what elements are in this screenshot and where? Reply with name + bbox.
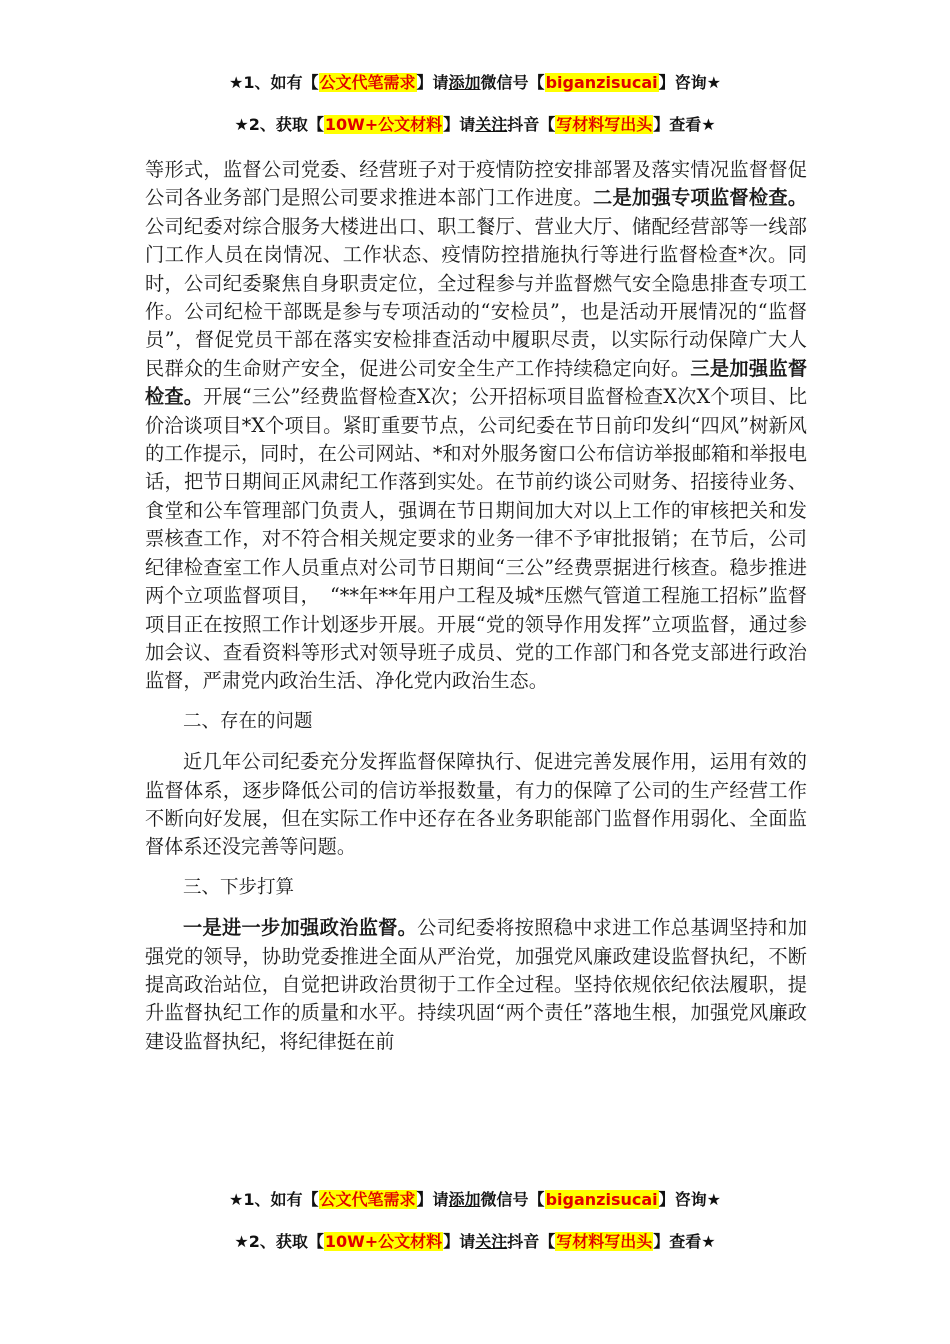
document-body xyxy=(145,156,807,1056)
banner-highlight-materials: 10W+公文材料 xyxy=(324,1232,443,1251)
promo-banner-top-2 xyxy=(0,112,950,135)
banner-text: 微信号【 xyxy=(480,1190,545,1209)
banner-underlined-text: 添加 xyxy=(448,73,481,92)
section-heading-next-steps: 三、下步打算 xyxy=(183,876,295,898)
banner-text: 】查看★ xyxy=(653,115,716,134)
banner-highlight-wechat-id: biganzisucai xyxy=(545,1190,658,1209)
paragraph-text: 公司纪委对综合服务大楼进出口、职工餐厅、营业大厅、储配经营部等一线部门工作人员在岗情况、工作状态、疫情防控措施执行等进行监督检查*次。同时，公司纪委聚焦自身职责定位，全过程参与并监督燃气安全隐患排查专项工作。公司纪检干部既是参与专项活动的“安检员”，也是活动开展情况的“监督员”，督促党员干部在落实安检排查活动中履职尽责，以实际行动保障广大人民群众的生命财产安全，促进公司安全生产工作持续稳定向好。 xyxy=(145,214,807,380)
section-heading-problems: 二、存在的问题 xyxy=(183,710,313,732)
banner-text: 】请 xyxy=(416,73,449,92)
banner-text: 】查看★ xyxy=(653,1232,716,1251)
promo-banner-bottom-2 xyxy=(0,1229,950,1252)
banner-highlight-service: 公文代笔需求 xyxy=(319,73,416,92)
promo-banner-bottom-1 xyxy=(0,1187,950,1210)
banner-text: ★2、获取【 xyxy=(234,115,324,134)
banner-text: 微信号【 xyxy=(480,73,545,92)
banner-text: 】请 xyxy=(416,1190,449,1209)
banner-highlight-service: 公文代笔需求 xyxy=(319,1190,416,1209)
banner-underlined-text: 添加 xyxy=(448,1190,481,1209)
banner-text: 】请 xyxy=(443,1232,476,1251)
banner-text: 】请 xyxy=(443,115,476,134)
banner-text: ★1、如有【 xyxy=(229,1190,319,1209)
paragraph-text: 等形式，监督公司党委、经营班子对于疫情防控安排部署及落实情况监督督促公司各业务部门是照公司要求推进本部门工作进度。 xyxy=(145,158,807,210)
bold-lead-phrase: 三是加强监督检查。 xyxy=(145,356,808,409)
banner-underlined-text: 关注 xyxy=(475,1232,508,1251)
paragraph-text: 公司纪委将按照稳中求进工作总基调坚持和加强党的领导，协助党委推进全面从严治党，加强党风廉政建设监督执纪，不断提高政治站位，自觉把讲政治贯彻于工作全过程。坚持依规依纪依法履职，提升监督执纪工作的质量和水平。持续巩固“两个责任”落地生根，加强党风廉政建设监督执纪，将纪律挺在前 xyxy=(145,916,808,1053)
banner-highlight-materials: 10W+公文材料 xyxy=(324,115,443,134)
banner-text: ★1、如有【 xyxy=(229,73,319,92)
banner-text: ★2、获取【 xyxy=(234,1232,324,1251)
banner-highlight-wechat-id: biganzisucai xyxy=(545,73,658,92)
paragraph-text: 开展“三公”经费监督检查X次；公开招标项目监督检查X次X个项目、比价洽谈项目*X个项目。紧盯重要节点，公司纪委在节日前印发纠“四风”树新风的工作提示，同时，在公司网站、*和对外服务窗口公布信访举报邮箱和举报电话，把节日期间正风肃纪工作落到实处。在节前约谈公司财务、招接待业务、食堂和公车管理部门负责人，强调在节日期间加大对以上工作的审核把关和发票核查工作，对不符合相关规定要求的业务一律不予审批报销；在节后，公司纪律检查室工作人员重点对公司节日期间“三公”经费票据进行核查。稳步推进两个立项监督项目， “**年**年用户工程及城*压燃气管道工程施工招标”监督项目正在按照工作计划逐步开展。开展“党的领导作用发挥”立项监督，通过参加会议、查看资料等形式对领导班子成员、党的工作部门和各党支部进行政治监督，严肃党内政治生活、净化党内政治生态。 xyxy=(145,385,808,693)
promo-banner-top-1 xyxy=(0,70,950,93)
banner-highlight-douyin-id: 写材料写出头 xyxy=(556,115,653,134)
banner-highlight-douyin-id: 写材料写出头 xyxy=(556,1232,653,1251)
banner-underlined-text: 关注 xyxy=(475,115,508,134)
paragraph-supervision xyxy=(145,156,807,696)
banner-text: 】咨询★ xyxy=(658,73,721,92)
bold-lead-phrase: 二是加强专项监督检查。 xyxy=(593,186,808,210)
banner-text: 】咨询★ xyxy=(658,1190,721,1209)
paragraph-next-steps xyxy=(145,914,807,1056)
paragraph-problems: 近几年公司纪委充分发挥监督保障执行、促进完善发展作用，运用有效的监督体系，逐步降低公司的信访举报数量，有力的保障了公司的生产经营工作不断向好发展，但在实际工作中还存在各业务职能部门监督作用弱化、全面监督体系还没完善等问题。 xyxy=(145,750,807,859)
bold-lead-phrase: 一是进一步加强政治监督。 xyxy=(183,916,418,940)
banner-text: 抖音【 xyxy=(507,1232,556,1251)
banner-text: 抖音【 xyxy=(507,115,556,134)
